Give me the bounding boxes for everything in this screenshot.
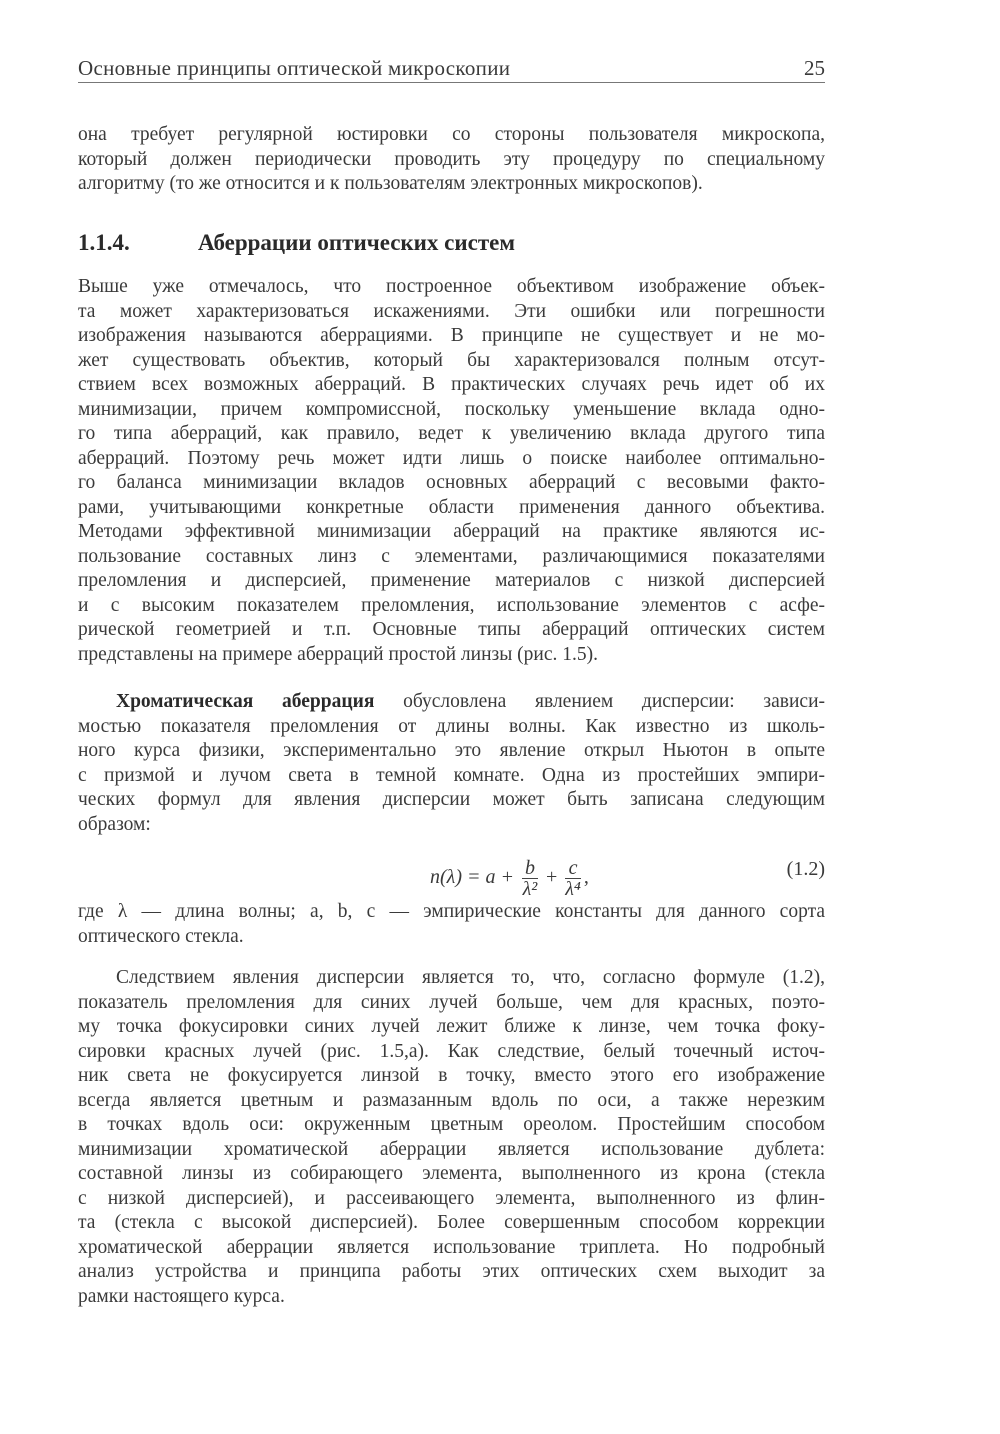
paragraph-5	[78, 966, 825, 1309]
text-line: преломления и дисперсией, применение материалов с низкой дисперсией	[78, 570, 825, 591]
text-line: показатель преломления для синих лучей больше, чем для красных, поэто-	[78, 991, 825, 1013]
text-line: рами, учитывающими конкретные области применения данного объектива.	[78, 496, 825, 518]
equation-1-2	[78, 846, 825, 900]
text-line: где λ — длина волны; a, b, c — эмпирические константы для данного сорта	[78, 901, 825, 922]
text-line: ник света не фокусируется линзой в точку, вместо этого его изображение	[78, 1065, 825, 1086]
text-line: с низкой дисперсией), и рассеивающего элемента, выполненного из флин-	[78, 1187, 825, 1209]
text-line: хроматической аберрации является использование триплета. Но подробный	[78, 1236, 825, 1258]
text-line: минимизации, причем компромиссной, поскольку уменьшение вклада одно-	[78, 398, 825, 420]
page-number: 25	[804, 56, 825, 80]
text-line: ного курса физики, экспериментально это явление открыл Ньютон в опыте	[78, 740, 825, 761]
formula-c: c	[565, 858, 581, 879]
formula-b: b	[522, 858, 538, 879]
text-line: всегда является цветным и размазанным вдоль по оси, а также нерезким	[78, 1089, 825, 1111]
text-span: обусловлена явлением дисперсии: зависи-	[374, 691, 825, 712]
text-line: ческих формул для явления дисперсии может быть записана следующим	[78, 789, 825, 810]
text-line: с призмой и лучом света в темной комнате. Одна из простейших эмпири-	[78, 764, 825, 786]
text-line: мостью показателя преломления от длины волны. Как известно из школь-	[78, 715, 825, 737]
text-line: аберраций. Поэтому речь может идти лишь о поиске наиболее оптимально-	[78, 447, 825, 469]
header-title: Основные принципы оптической микроскопии	[78, 56, 511, 80]
text-line: го типа аберраций, как правило, ведет к увеличению вклада другого типа	[78, 423, 825, 444]
paragraph-2	[78, 275, 825, 667]
text-line: та может характеризоваться искажениями. Эти ошибки или погрешности	[78, 300, 825, 322]
text-line: минимизации хроматической аберрации является использование дублета:	[78, 1138, 825, 1160]
text-line: го баланса минимизации вкладов основных аберраций с весовыми факто-	[78, 472, 825, 493]
text-line: изображения называются аберрациями. В принципе не существует и не мо-	[78, 325, 825, 346]
paragraph-1	[78, 123, 825, 197]
text-line: и с высоким показателем преломления, использование элементов с асфе-	[78, 594, 825, 616]
section-number: 1.1.4.	[78, 230, 130, 255]
formula-lambda4: λ⁴	[565, 878, 581, 900]
text-line: Следствием явления дисперсии является то, что, согласно формуле (1.2),	[116, 967, 825, 988]
text-line: та (стекла с высокой дисперсией). Более совершенным способом коррекции	[78, 1212, 825, 1233]
formula-plus: +	[540, 866, 563, 889]
text-line: рамки настоящего курса.	[78, 1285, 285, 1307]
text-line: образом:	[78, 813, 151, 835]
equation-number: (1.2)	[786, 858, 825, 880]
text-line: она требует регулярной юстировки со стороны пользователя микроскопа,	[78, 124, 825, 145]
formula-lambda2: λ²	[522, 878, 538, 900]
section-heading	[78, 230, 515, 256]
text-line: анализ устройства и принципа работы этих оптических схем выходит за	[78, 1261, 825, 1282]
text-line: составной линзы из собирающего элемента, выполненного из крона (стекла	[78, 1163, 825, 1184]
paragraph-3	[78, 690, 825, 837]
formula-lhs: n(λ) = a +	[430, 866, 519, 889]
text-line: оптического стекла.	[78, 925, 244, 947]
section-title: Аберрации оптических систем	[198, 230, 516, 255]
text-line	[78, 690, 825, 715]
paragraph-4	[78, 900, 825, 949]
text-line: алгоритму (то же относится и к пользователям электронных микроскопов).	[78, 173, 703, 194]
text-line: ствием всех возможных аберраций. В практических случаях речь идет об их	[78, 374, 825, 395]
text-line: рической геометрией и т.п. Основные типы аберраций оптических систем	[78, 619, 825, 640]
term-chromatic-aberration: Хроматическая аберрация	[116, 691, 375, 712]
text-line: представлены на примере аберраций простой линзы (рис. 1.5).	[78, 643, 599, 665]
text-line: в точках вдоль оси: окруженным цветным ореолом. Простейшим способом	[78, 1114, 825, 1135]
text-line: который должен периодически проводить эту процедуру по специальному	[78, 148, 825, 170]
text-line: жет существовать объектив, который бы характеризовался полным отсут-	[78, 349, 825, 371]
text-line: Выше уже отмечалось, что построенное объективом изображение объек-	[78, 276, 825, 297]
text-line: пользование составных линз с элементами, различающимися показателями	[78, 545, 825, 567]
text-line: му точка фокусировки синих лучей лежит ближе к линзе, чем точка фоку-	[78, 1016, 825, 1037]
text-line: Методами эффективной минимизации аберраций на практике являются ис-	[78, 521, 825, 542]
text-line: сировки красных лучей (рис. 1.5,а). Как следствие, белый точечный источ-	[78, 1040, 825, 1062]
running-header	[78, 56, 825, 83]
formula-tail: ,	[583, 866, 589, 889]
